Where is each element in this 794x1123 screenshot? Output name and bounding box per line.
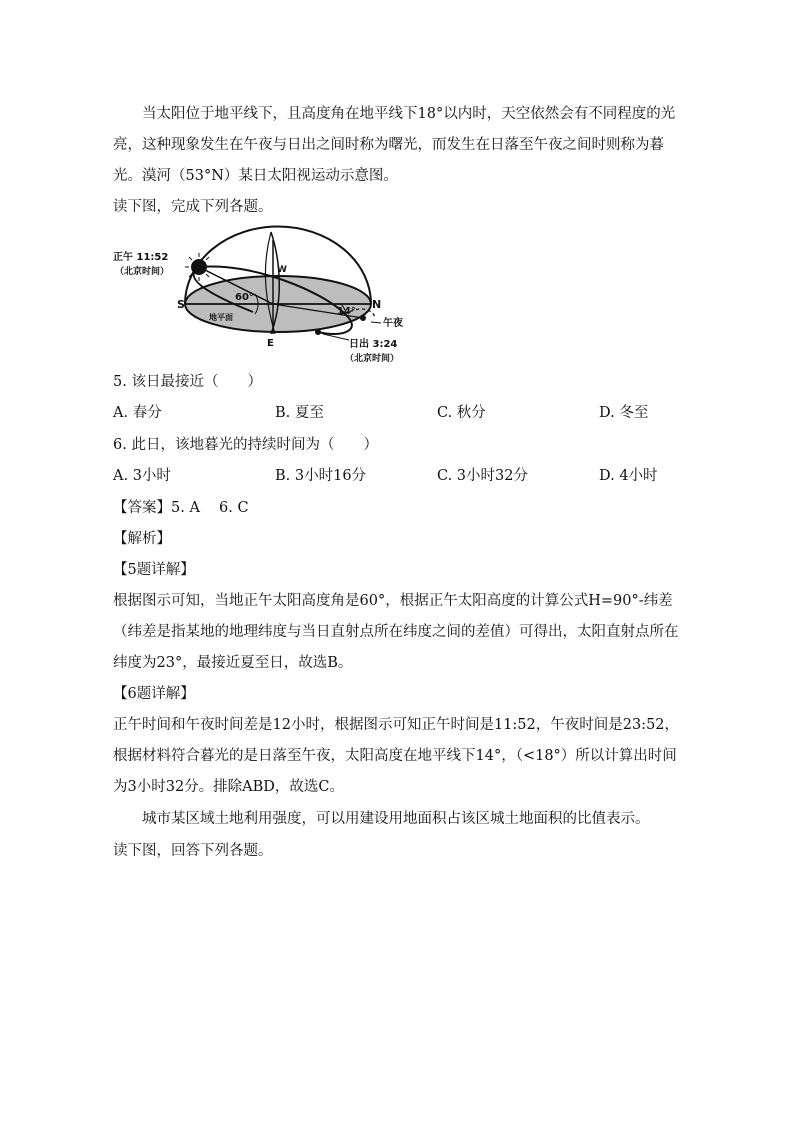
midnight-pointer <box>371 322 381 323</box>
midnight-marker <box>360 315 366 321</box>
next-instruction: 读下图，回答下列各题。 <box>113 843 273 859</box>
sunrise-label: 日出 3:24 <box>349 339 398 350</box>
angle-60-label: 60° <box>235 292 254 303</box>
analysis-heading: 【解析】 <box>113 531 171 547</box>
sunrise-marker <box>315 329 321 335</box>
q6-detail-text: 正午时间和午夜时间差是12小时，根据图示可知正午时间是11:52，午夜时间是23:52，根据材料符合暮光的是日落至午夜，太阳高度在地平线下14°，（<18°）所以计算出时间为3小时32分。排除ABD，故选C。 <box>113 717 680 795</box>
q5-detail-heading: 【5题详解】 <box>113 562 195 578</box>
q6-option-a: A. 3小时 <box>113 468 171 484</box>
ground-label: 地平面 <box>209 313 233 322</box>
answer-line: 【答案】5. A 6. C <box>113 500 249 516</box>
q6-detail-heading: 【6题详解】 <box>113 686 195 702</box>
sunrise-sub-label: （北京时间） <box>345 354 400 364</box>
noon-sub-label: （北京时间） <box>115 267 170 277</box>
east-label: E <box>267 338 274 349</box>
west-label: W <box>277 265 287 275</box>
north-label: N <box>372 298 382 311</box>
q5-option-d: D. 冬至 <box>599 405 649 421</box>
q6-option-d: D. 4小时 <box>599 468 658 484</box>
south-label: S <box>177 298 185 311</box>
q6-option-b: B. 3小时16分 <box>275 468 367 484</box>
next-paragraph: 城市某区域土地利用强度，可以用建设用地面积占该区城土地面积的比值表示。 <box>142 811 650 827</box>
sun-path-svg <box>113 222 413 367</box>
sun-icon <box>191 259 207 275</box>
q6-option-c: C. 3小时32分 <box>437 468 528 484</box>
sun-path-diagram <box>113 222 413 367</box>
q6-stem: 6. 此日，该地暮光的持续时间为（ ） <box>113 437 378 453</box>
midnight-label: 午夜 <box>383 318 403 329</box>
q5-option-b: B. 夏至 <box>275 405 324 421</box>
q5-option-c: C. 秋分 <box>437 405 486 421</box>
q5-option-a: A. 春分 <box>113 405 162 421</box>
noon-label: 正午 11:52 <box>113 252 169 263</box>
intro-instruction: 读下图，完成下列各题。 <box>113 199 273 215</box>
q5-stem: 5. 该日最接近（ ） <box>113 374 262 390</box>
q5-detail-text: 根据图示可知，当地正午太阳高度角是60°，根据正午太阳高度的计算公式H=90°-纬差（纬差是指某地的地理纬度与当日直射点所在纬度之间的差值）可得出，太阳直射点所在纬度为23°，最接近夏至日，故选B。 <box>113 593 679 671</box>
intro-paragraph: 当太阳位于地平线下，且高度角在地平线下18°以内时，天空依然会有不同程度的光亮，这种现象发生在午夜与日出之间时称为曙光，而发生在日落至午夜之间时则称为暮光。漠河（53°N）某日太阳视运动示意图。 <box>113 106 676 184</box>
angle-14-label: 14° <box>337 306 356 317</box>
